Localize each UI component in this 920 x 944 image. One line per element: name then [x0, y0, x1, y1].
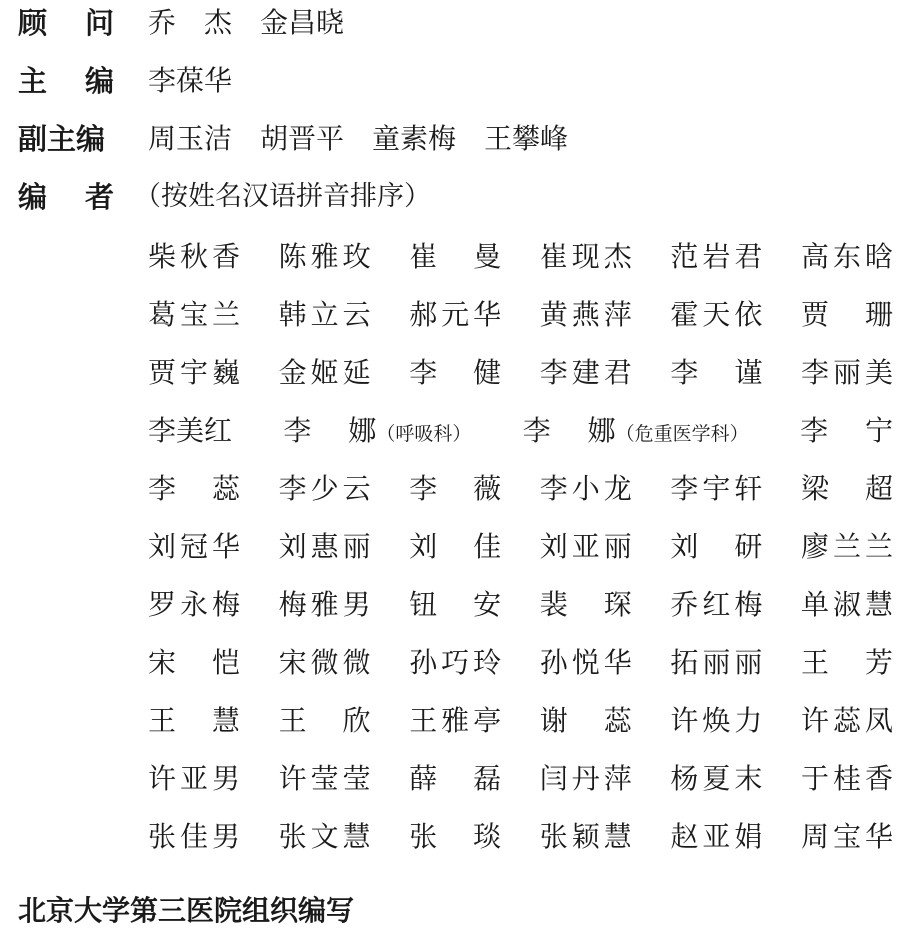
editor-name: 葛 宝 兰	[148, 298, 240, 331]
editor-name: 郝 元 华	[409, 298, 502, 331]
editor-name: 裴 琛	[539, 588, 632, 621]
editor-name: 贾 珊	[800, 298, 893, 331]
editor-name: 范 岩 君	[670, 240, 763, 273]
editor-name: 李 建 君	[539, 356, 632, 389]
editor-name: 钮 安	[409, 588, 502, 621]
editor-name: 崔 现 杰	[539, 240, 632, 273]
advisor-names: 乔 杰 金昌晓	[148, 6, 345, 39]
editor-name	[800, 409, 893, 449]
editor-name: 孙 悦 华	[539, 646, 632, 679]
editors-sort-note: （按姓名汉语拼音排序）	[134, 181, 431, 212]
deputy-editor-names: 周玉洁 胡晋平 童素梅 王攀峰	[148, 122, 569, 155]
editor-row	[148, 586, 893, 620]
editor-name: 单 淑 慧	[800, 588, 893, 621]
editor-name: 王 慧	[148, 704, 240, 737]
deputy-editor-label: 副主编	[18, 122, 106, 156]
editor-name: 罗 永 梅	[148, 588, 240, 621]
editor-name: 王 雅 亭	[409, 704, 502, 737]
editor-name: 刘 佳	[409, 530, 502, 563]
editor-name: 陈 雅 玫	[278, 240, 371, 273]
editor-name: 李 小 龙	[539, 472, 632, 505]
editor-name: 李 蕊	[148, 472, 240, 505]
editor-name-text: 李 娜	[283, 414, 377, 447]
editor-department: （呼吸科）	[376, 423, 472, 445]
editor-name: 梁 超	[800, 472, 893, 505]
editor-name: 贾 宇 巍	[148, 356, 240, 389]
editor-name: 刘 亚 丽	[539, 530, 632, 563]
editor-name: 廖 兰 兰	[800, 530, 893, 563]
editor-name: 张 琰	[409, 820, 502, 853]
editor-name: 王 芳	[800, 646, 893, 679]
chief-editor-names: 李葆华	[148, 64, 233, 97]
editor-name: 黄 燕 萍	[539, 298, 632, 331]
organization-line: 北京大学第三医院组织编写	[18, 894, 355, 927]
editor-name: 刘 冠 华	[148, 530, 240, 563]
advisor-label: 顾 问	[18, 6, 114, 40]
editor-name: 刘 研	[670, 530, 763, 563]
editor-name: 柴 秋 香	[148, 240, 240, 273]
editor-row	[148, 528, 893, 562]
editor-name: 张 文 慧	[278, 820, 371, 853]
editor-name: 王 欣	[278, 704, 371, 737]
editor-name: 张 颖 慧	[539, 820, 632, 853]
editor-name: 周 宝 华	[800, 820, 893, 853]
editor-name: 霍 天 依	[670, 298, 763, 331]
editor-row	[148, 296, 893, 330]
editor-name: 刘 惠 丽	[278, 530, 371, 563]
editor-name: 李 健	[409, 356, 502, 389]
editor-name: 崔 曼	[409, 240, 502, 273]
editor-name: 许 蕊 凤	[800, 704, 893, 737]
editor-name-text: 李美红	[148, 414, 233, 447]
editor-name: 李 丽 美	[800, 356, 893, 389]
editor-name: 宋 恺	[148, 646, 240, 679]
editor-name: 李 少 云	[278, 472, 371, 505]
editor-name: 赵 亚 娟	[670, 820, 763, 853]
editor-name: 宋 微 微	[278, 646, 371, 679]
editor-name: 乔 红 梅	[670, 588, 763, 621]
editor-name: 李 宇 轩	[670, 472, 763, 505]
editor-name: 杨 夏 末	[670, 762, 763, 795]
editor-name: 拓 丽 丽	[670, 646, 763, 679]
editor-name	[148, 409, 232, 449]
editor-name	[523, 409, 749, 449]
editor-name: 张 佳 男	[148, 820, 240, 853]
editor-row	[148, 412, 893, 446]
editor-name: 孙 巧 玲	[409, 646, 502, 679]
editor-name: 于 桂 香	[800, 762, 893, 795]
editor-name: 谢 蕊	[539, 704, 632, 737]
editor-name: 许 亚 男	[148, 762, 240, 795]
editor-name: 韩 立 云	[278, 298, 371, 331]
editor-name-text: 李 宁	[800, 414, 893, 447]
editor-row	[148, 760, 893, 794]
editor-name	[283, 409, 471, 449]
editor-row	[148, 644, 893, 678]
editor-name: 薛 磊	[409, 762, 502, 795]
editor-row	[148, 470, 893, 504]
editor-name: 许 莹 莹	[278, 762, 371, 795]
editor-name: 高 东 晗	[800, 240, 893, 273]
editor-row	[148, 238, 893, 272]
editor-name: 闫 丹 萍	[539, 762, 632, 795]
editor-name-text: 李 娜	[522, 414, 616, 447]
editors-label: 编 者	[18, 180, 114, 214]
editor-name: 金 姬 延	[278, 356, 371, 389]
editor-name: 李 薇	[409, 472, 502, 505]
editor-row	[148, 818, 893, 852]
chief-editor-label: 主 编	[18, 64, 114, 98]
editor-name: 许 焕 力	[670, 704, 763, 737]
editor-name: 李 谨	[670, 356, 763, 389]
editor-department: （危重医学科）	[615, 423, 749, 445]
editor-row	[148, 702, 893, 736]
editor-name: 梅 雅 男	[278, 588, 371, 621]
editor-row	[148, 354, 893, 388]
